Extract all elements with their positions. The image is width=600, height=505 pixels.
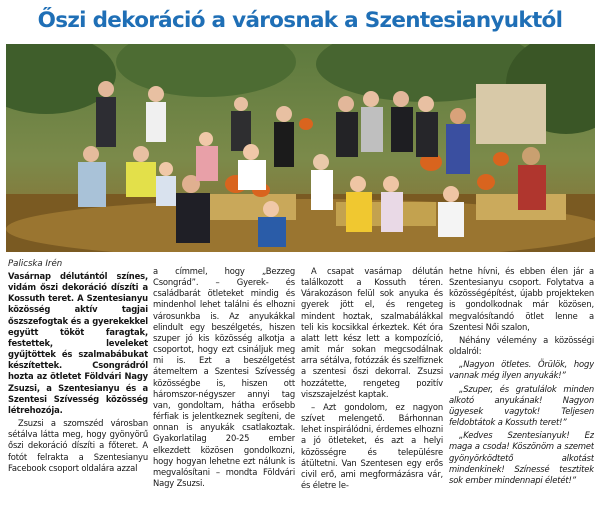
group-photo-illustration — [6, 44, 595, 252]
paragraph: Zsuzsi a szomszéd városban sétálva látta meg, hogy gyönyörű őszi dekoráció díszíti a főteret. A fotót felrakta a Szentesianyu Facebook csoport oldalára azzal — [8, 418, 148, 473]
author-byline: Palicska Irén — [8, 259, 63, 269]
paragraph: hetne hívni, és ebben élen jár a Szentesianyu csoport. Folytatva a közösségépítést, újabb projekteken is gondolkodnak már közösen, megvalósítandó ötlet lenne a Szentesi Női szalon, — [449, 266, 594, 332]
reader-quote: „Kedves Szentesianyuk! Ez maga a csoda! Köszönöm a szemet gyönyörködtető alkotást mindenkinek! Színessé tesztitek sok ember mindennapi életét!” — [449, 430, 594, 485]
paragraph: Néhány vélemény a közösségi oldalról: — [449, 334, 594, 357]
paragraph: a címmel, hogy „Bezzeg Csongrád”. – Gyerek- és családbarát ötleteket mindig és mindenhol lehet találni és elhozni városunkba is. Az anyukákkal elindult egy beszélgetés, hiszen szuper jó kis közösség alkotja a csoportot, hogy ezt csináljuk meg mi is. Ezt a beszélgetést átemeltem a Szentesi Szívesség közösségbe is, hiszen ott háromszor-négyszer annyi tag van, gondoltam, hátha erősebb férfiak is jelentkeznek segíteni, de onnan is anyukák csatlakoztak. Gyakorlatilag 20-25 ember elkezdett közösen gondolkozni, hogy hogyan lehetne ezt nálunk is megvalósítani – mondta Földvári Nagy Zsuzsi. — [153, 266, 295, 488]
column-3 — [301, 266, 443, 498]
paragraph: – Azt gondolom, ez nagyon szívet melengető. Bárhonnan lehet inspirálódni, érdemes elhozni a jó ötleteket, és azt a helyi közösségre és településre átültetni. Van Szentesen egy erős civil erő, ami megformázásra vár, és életre le- — [301, 401, 443, 490]
lead-paragraph: Vasárnap délutántól színes, vidám őszi dekoráció díszíti a Kossuth teret. A Szentesianyu közösség aktív tagjai őszszefogtak és a gyerekekkel együtt tököt faragtak, festettek, leveleket gyűjtöttek és szalmabábukat készítettek. Csongrádról hozta az ötletet Földvári Nagy Zsuzsi, a Szentesianyu és a Szentesi Szívesség közösség létrehozója. — [8, 271, 148, 415]
article-headline: Őszi dekoráció a városnak a Szentesianyuktól — [37, 8, 563, 33]
column-2 — [153, 266, 295, 498]
reader-quote: „Szuper, és gratulálok minden alkotó anyukának! Nagyon ügyesek vagytok! Teljesen feldobtátok a Kossuth teret!” — [449, 383, 594, 428]
column-1 — [8, 271, 148, 503]
group-photo — [6, 44, 595, 252]
reader-quote: „Nagyon ötletes. Örülök, hogy vannak még ilyen anyukák!” — [449, 359, 594, 381]
column-4 — [449, 266, 594, 498]
paragraph: A csapat vasárnap délután találkozott a Kossuth téren. Várakozáson felül sok anyuka és gyerek jött el, és rengeteg mindent hoztak, szalmabálákkal teli kis kocsikkal érkeztek. Két óra alatt lett kész lett a kompozíció, amit már sokan megcsodálnak arra sétálva, fotózzák és szelfiznek a szentesi őszi dekorral. Zsuzsi hozzátette, rengeteg pozitív viszszajelzést kaptak. — [301, 266, 443, 399]
